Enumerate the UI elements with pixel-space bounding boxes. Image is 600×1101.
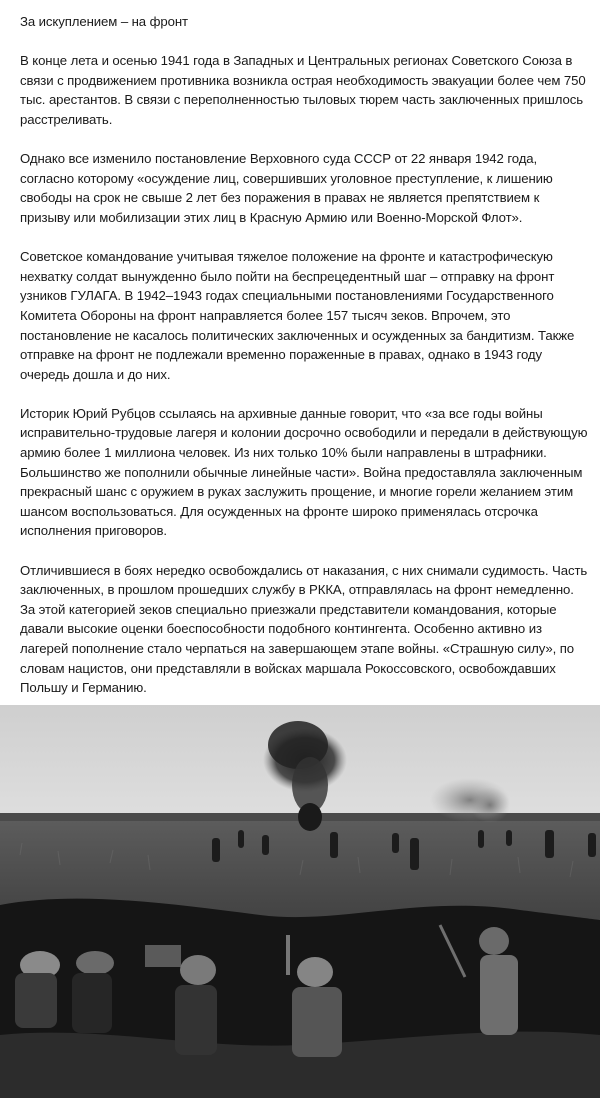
- article-title: За искуплением – на фронт: [20, 14, 188, 29]
- article-paragraph-1: В конце лета и осенью 1941 года в Западных и Центральных регионах Советского Союза в связи с продвижением противника возникла острая необходимость эвакуации более чем 750 тыс. арестантов. В связи с переполненностью тыловых тюрем часть заключенных пришлось расстреливать.: [20, 53, 586, 127]
- article-paragraph-2: Однако все изменило постановление Верховного суда СССР от 22 января 1942 года, согласно которому «осуждение лиц, совершивших уголовное преступление, к лишению свободы на срок не свыше 2 лет без поражения в правах не является препятствием к призыву или мобилизации этих лиц в Красную Армию или Военно-Морской Флот».: [20, 151, 553, 225]
- article-paragraph-3: Советское командование учитывая тяжелое положение на фронте и катастрофическую нехватку солдат вынужденно было пойти на беспрецедентный шаг – отправку на фронт узников ГУЛАГА. В 1942–1943 годах специальными постановлениями Государственного Комитета Обороны на фронт направляется более 157 тысяч зеков. Впрочем, это постановление не касалось политических заключенных и осужденных за бандитизм. Также отправке на фронт не подлежали временно пораженные в правах, однако в 1943 году очередь дошла и до них.: [20, 249, 575, 382]
- article: [20, 12, 592, 717]
- war-photo-illustration: [0, 705, 600, 1098]
- war-photo: [0, 705, 600, 1098]
- article-paragraph-5: Отличившиеся в боях нередко освобождались от наказания, с них снимали судимость. Часть заключенных, в прошлом прошедших службу в РККА, отправлялась на фронт немедленно. За этой категорией зеков специально приезжали представители командования, которые давали высокие оценки боеспособности подобного контингента. Особенно активно из лагерей пополнение стало черпаться на завершающем этапе войны. «Страшную силу», по словам нацистов, они представляли в войсках маршала Рокоссовского, освобождавших Польшу и Германию.: [20, 562, 588, 696]
- article-paragraph-4: Историк Юрий Рубцов ссылаясь на архивные данные говорит, что «за все годы войны исправительно-трудовые лагеря и колонии досрочно освободили и передали в действующую армию более 1 миллиона человек. Из них только 10% были направлены в штрафники. Большинство же пополнили обычные линейные части». Война предоставляла заключенным прекрасный шанс с оружием в руках заслужить прощение, и многие горели желанием этим шансом воспользоваться. Для осужденных на фронте широко применялась отсрочка исполнения приговоров.: [20, 405, 588, 539]
